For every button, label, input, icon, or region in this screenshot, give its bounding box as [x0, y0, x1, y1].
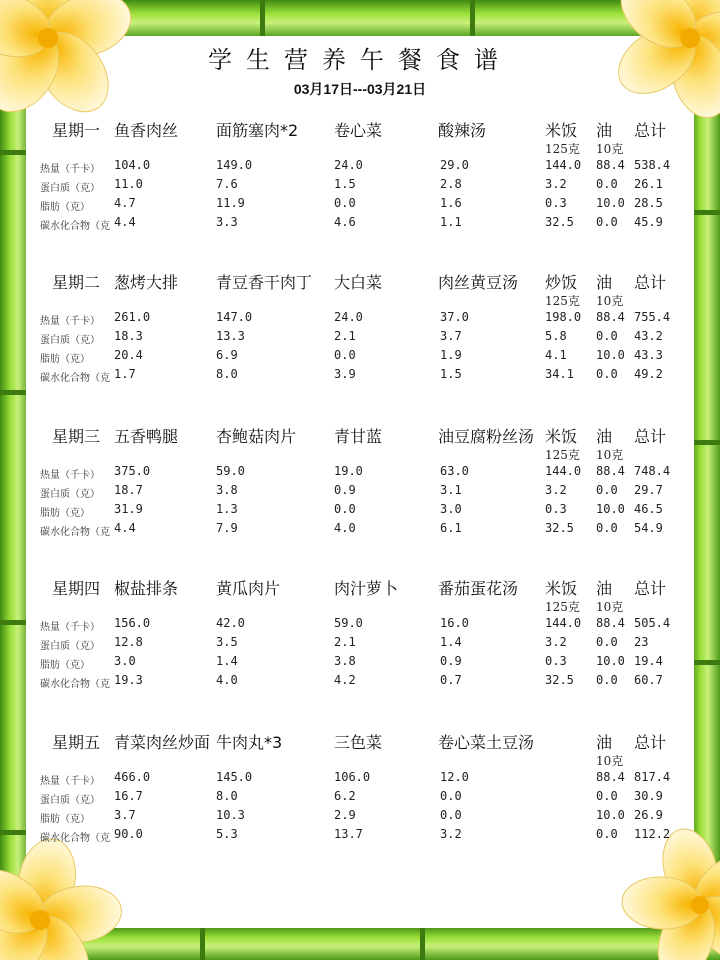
- portion-row: [0, 446, 720, 462]
- dish-name: 卷心菜: [334, 121, 383, 140]
- nutrient-value: 2.9: [334, 808, 356, 822]
- nutrient-label: 脂肪（克）: [40, 508, 90, 519]
- nutrient-label: 脂肪（克）: [40, 354, 90, 365]
- nutrient-value: 0.3: [545, 654, 567, 668]
- nutrition-row: [0, 770, 720, 789]
- nutrition-row: [0, 616, 720, 635]
- nutrient-value: 538.4: [634, 158, 671, 172]
- dish-name: 米饭: [545, 579, 578, 598]
- nutrient-value: 13.7: [334, 827, 363, 841]
- nutrient-value: 4.0: [334, 521, 356, 535]
- nutrition-row: [0, 673, 720, 692]
- nutrient-label: 脂肪（克）: [40, 660, 90, 671]
- nutrient-label: 热量（千卡）: [40, 316, 100, 327]
- nutrient-value: 3.8: [216, 483, 238, 497]
- nutrient-value: 5.8: [545, 329, 567, 343]
- nutrient-value: 4.1: [545, 348, 567, 362]
- dish-name: 酸辣汤: [438, 121, 487, 140]
- nutrient-label: 热量（千卡）: [40, 164, 100, 175]
- day-block: [0, 730, 720, 860]
- nutrient-value: 0.0: [440, 789, 462, 803]
- nutrient-value: 1.7: [114, 367, 136, 381]
- nutrient-value: 0.0: [440, 808, 462, 822]
- nutrient-label: 碳水化合物（克: [40, 373, 110, 384]
- nutrient-value: 3.9: [334, 367, 356, 381]
- nutrient-value: 3.8: [334, 654, 356, 668]
- nutrient-value: 4.7: [114, 196, 136, 210]
- nutrient-value: 817.4: [634, 770, 671, 784]
- dish-name: 米饭: [545, 427, 578, 446]
- nutrition-row: [0, 177, 720, 196]
- nutrient-value: 1.1: [440, 215, 462, 229]
- nutrient-value: 3.1: [440, 483, 462, 497]
- nutrient-value: 19.4: [634, 654, 663, 668]
- nutrient-value: 34.1: [545, 367, 574, 381]
- nutrient-value: 10.3: [216, 808, 245, 822]
- nutrition-row: [0, 215, 720, 234]
- nutrient-value: 4.4: [114, 215, 136, 229]
- nutrition-row: [0, 502, 720, 521]
- nutrient-value: 42.0: [216, 616, 245, 630]
- nutrient-value: 88.4: [596, 616, 625, 630]
- day-block: [0, 118, 720, 248]
- nutrient-value: 0.9: [440, 654, 462, 668]
- nutrient-value: 0.3: [545, 502, 567, 516]
- nutrient-value: 4.2: [334, 673, 356, 687]
- nutrient-value: 0.9: [334, 483, 356, 497]
- nutrient-value: 4.6: [334, 215, 356, 229]
- nutrient-value: 32.5: [545, 521, 574, 535]
- portion-size: 125克: [545, 600, 580, 614]
- nutrient-value: 20.4: [114, 348, 143, 362]
- dish-name: 青菜肉丝炒面: [114, 733, 211, 752]
- nutrient-value: 505.4: [634, 616, 671, 630]
- portion-size: 10克: [596, 448, 624, 462]
- dish-name: 肉丝黄豆汤: [438, 273, 519, 292]
- page-title: 学生营养午餐食谱: [208, 46, 512, 74]
- portion-row: [0, 140, 720, 156]
- nutrient-value: 37.0: [440, 310, 469, 324]
- dish-name: 油: [596, 579, 613, 598]
- nutrient-value: 0.0: [596, 329, 618, 343]
- nutrition-row: [0, 521, 720, 540]
- weekday-label: 星期二: [52, 273, 101, 292]
- nutrient-value: 3.0: [114, 654, 136, 668]
- nutrient-value: 23: [634, 635, 649, 649]
- nutrient-value: 8.0: [216, 789, 238, 803]
- nutrient-value: 3.3: [216, 215, 238, 229]
- nutrient-value: 144.0: [545, 616, 582, 630]
- nutrient-value: 144.0: [545, 158, 582, 172]
- nutrient-value: 3.7: [114, 808, 136, 822]
- nutrient-value: 145.0: [216, 770, 253, 784]
- nutrient-value: 1.5: [440, 367, 462, 381]
- nutrition-row: [0, 329, 720, 348]
- nutrient-value: 31.9: [114, 502, 143, 516]
- nutrient-value: 11.9: [216, 196, 245, 210]
- dish-name: 五香鸭腿: [114, 427, 179, 446]
- nutrient-label: 脂肪（克）: [40, 814, 90, 825]
- dish-name: 大白菜: [334, 273, 383, 292]
- nutrient-value: 156.0: [114, 616, 151, 630]
- nutrient-value: 3.7: [440, 329, 462, 343]
- nutrient-label: 蛋白质（克）: [40, 335, 100, 346]
- nutrient-value: 10.0: [596, 196, 625, 210]
- nutrient-label: 热量（千卡）: [40, 622, 100, 633]
- nutrient-value: 0.0: [334, 196, 356, 210]
- nutrient-label: 蛋白质（克）: [40, 489, 100, 500]
- nutrient-label: 热量（千卡）: [40, 776, 100, 787]
- nutrient-value: 88.4: [596, 158, 625, 172]
- dish-row: [0, 424, 720, 446]
- nutrient-value: 2.8: [440, 177, 462, 191]
- nutrient-value: 26.9: [634, 808, 663, 822]
- nutrition-row: [0, 348, 720, 367]
- portion-row: [0, 292, 720, 308]
- nutrient-value: 0.0: [596, 177, 618, 191]
- nutrient-value: 10.0: [596, 654, 625, 668]
- nutrient-value: 0.0: [596, 521, 618, 535]
- nutrient-value: 6.1: [440, 521, 462, 535]
- nutrient-value: 755.4: [634, 310, 671, 324]
- nutrition-row: [0, 310, 720, 329]
- nutrient-value: 0.0: [596, 673, 618, 687]
- nutrient-value: 63.0: [440, 464, 469, 478]
- nutrient-value: 29.7: [634, 483, 663, 497]
- nutrient-value: 29.0: [440, 158, 469, 172]
- portion-size: 125克: [545, 448, 580, 462]
- dish-name: 总计: [634, 733, 667, 752]
- nutrient-value: 104.0: [114, 158, 151, 172]
- nutrient-value: 49.2: [634, 367, 663, 381]
- nutrient-value: 0.3: [545, 196, 567, 210]
- date-range: 03月17日---03月21日: [293, 81, 427, 97]
- nutrient-value: 6.9: [216, 348, 238, 362]
- nutrition-row: [0, 483, 720, 502]
- nutrient-label: 碳水化合物（克: [40, 679, 110, 690]
- nutrient-value: 90.0: [114, 827, 143, 841]
- portion-size: 10克: [596, 142, 624, 156]
- nutrition-row: [0, 367, 720, 386]
- weekday-label: 星期一: [52, 121, 101, 140]
- nutrient-value: 43.3: [634, 348, 663, 362]
- nutrient-value: 0.0: [334, 348, 356, 362]
- nutrient-value: 24.0: [334, 158, 363, 172]
- nutrient-value: 3.2: [545, 177, 567, 191]
- nutrient-value: 0.0: [596, 827, 618, 841]
- portion-size: 10克: [596, 294, 624, 308]
- nutrient-value: 198.0: [545, 310, 582, 324]
- nutrient-value: 45.9: [634, 215, 663, 229]
- nutrient-value: 261.0: [114, 310, 151, 324]
- dish-name: 三色菜: [334, 733, 383, 752]
- nutrient-value: 144.0: [545, 464, 582, 478]
- nutrient-value: 3.2: [545, 635, 567, 649]
- dish-row: [0, 270, 720, 292]
- portion-row: [0, 752, 720, 768]
- nutrient-value: 5.3: [216, 827, 238, 841]
- nutrition-row: [0, 158, 720, 177]
- nutrient-value: 2.1: [334, 635, 356, 649]
- nutrient-value: 88.4: [596, 310, 625, 324]
- nutrient-value: 26.1: [634, 177, 663, 191]
- nutrient-value: 1.6: [440, 196, 462, 210]
- nutrient-value: 32.5: [545, 215, 574, 229]
- nutrient-value: 19.3: [114, 673, 143, 687]
- weekday-label: 星期三: [52, 427, 101, 446]
- nutrient-label: 蛋白质（克）: [40, 641, 100, 652]
- nutrient-value: 12.8: [114, 635, 143, 649]
- dish-row: [0, 118, 720, 140]
- nutrient-value: 375.0: [114, 464, 151, 478]
- nutrition-row: [0, 827, 720, 846]
- dish-name: 炒饭: [545, 273, 578, 292]
- nutrition-row: [0, 654, 720, 673]
- nutrition-row: [0, 808, 720, 827]
- dish-name: 葱烤大排: [114, 273, 179, 292]
- nutrient-value: 0.0: [596, 215, 618, 229]
- nutrient-value: 16.0: [440, 616, 469, 630]
- dish-name: 番茄蛋花汤: [438, 579, 519, 598]
- nutrient-value: 59.0: [334, 616, 363, 630]
- nutrient-label: 热量（千卡）: [40, 470, 100, 481]
- nutrient-value: 11.0: [114, 177, 143, 191]
- nutrient-value: 28.5: [634, 196, 663, 210]
- dish-name: 牛肉丸*3: [216, 733, 283, 752]
- nutrient-label: 碳水化合物（克: [40, 527, 110, 538]
- nutrient-label: 蛋白质（克）: [40, 183, 100, 194]
- nutrient-value: 24.0: [334, 310, 363, 324]
- portion-size: 125克: [545, 142, 580, 156]
- nutrient-value: 466.0: [114, 770, 151, 784]
- dish-name: 油: [596, 733, 613, 752]
- dish-name: 杏鲍菇肉片: [216, 427, 297, 446]
- nutrition-row: [0, 789, 720, 808]
- weekday-label: 星期四: [52, 579, 101, 598]
- day-block: [0, 270, 720, 400]
- nutrient-value: 19.0: [334, 464, 363, 478]
- nutrient-value: 0.0: [596, 367, 618, 381]
- nutrient-value: 1.9: [440, 348, 462, 362]
- weekday-label: 星期五: [52, 733, 101, 752]
- nutrient-value: 1.5: [334, 177, 356, 191]
- dish-name: 青甘蓝: [334, 427, 383, 446]
- nutrient-value: 3.5: [216, 635, 238, 649]
- nutrient-value: 0.0: [596, 483, 618, 497]
- dish-name: 肉汁萝卜: [334, 579, 399, 598]
- nutrient-value: 106.0: [334, 770, 371, 784]
- nutrient-value: 88.4: [596, 464, 625, 478]
- nutrient-value: 10.0: [596, 348, 625, 362]
- dish-name: 油: [596, 121, 613, 140]
- nutrition-row: [0, 196, 720, 215]
- nutrient-value: 60.7: [634, 673, 663, 687]
- nutrient-value: 8.0: [216, 367, 238, 381]
- nutrient-label: 蛋白质（克）: [40, 795, 100, 806]
- nutrient-value: 18.3: [114, 329, 143, 343]
- nutrient-value: 1.3: [216, 502, 238, 516]
- day-block: [0, 424, 720, 554]
- nutrient-value: 748.4: [634, 464, 671, 478]
- nutrient-value: 2.1: [334, 329, 356, 343]
- nutrient-value: 7.9: [216, 521, 238, 535]
- dish-name: 黄瓜肉片: [216, 579, 281, 598]
- nutrient-value: 1.4: [216, 654, 238, 668]
- nutrition-row: [0, 635, 720, 654]
- nutrient-value: 0.0: [596, 789, 618, 803]
- nutrient-value: 30.9: [634, 789, 663, 803]
- nutrient-value: 18.7: [114, 483, 143, 497]
- nutrient-value: 3.0: [440, 502, 462, 516]
- dish-name: 总计: [634, 579, 667, 598]
- nutrient-value: 6.2: [334, 789, 356, 803]
- nutrient-value: 4.4: [114, 521, 136, 535]
- dish-name: 卷心菜土豆汤: [438, 733, 535, 752]
- nutrient-value: 149.0: [216, 158, 253, 172]
- nutrient-value: 4.0: [216, 673, 238, 687]
- nutrient-label: 碳水化合物（克: [40, 221, 110, 232]
- dish-name: 总计: [634, 273, 667, 292]
- nutrient-value: 7.6: [216, 177, 238, 191]
- nutrient-value: 46.5: [634, 502, 663, 516]
- portion-size: 10克: [596, 754, 624, 768]
- nutrient-value: 3.2: [545, 483, 567, 497]
- dish-name: 油豆腐粉丝汤: [438, 427, 535, 446]
- dish-name: 油: [596, 427, 613, 446]
- nutrient-value: 12.0: [440, 770, 469, 784]
- dish-name: 油: [596, 273, 613, 292]
- nutrient-value: 0.7: [440, 673, 462, 687]
- portion-size: 10克: [596, 600, 624, 614]
- dish-name: 青豆香干肉丁: [216, 273, 313, 292]
- portion-size: 125克: [545, 294, 580, 308]
- nutrient-value: 10.0: [596, 502, 625, 516]
- nutrient-value: 0.0: [334, 502, 356, 516]
- dish-row: [0, 576, 720, 598]
- nutrient-value: 59.0: [216, 464, 245, 478]
- dish-name: 总计: [634, 121, 667, 140]
- dish-name: 米饭: [545, 121, 578, 140]
- day-block: [0, 576, 720, 706]
- nutrient-value: 10.0: [596, 808, 625, 822]
- nutrient-value: 54.9: [634, 521, 663, 535]
- nutrient-value: 43.2: [634, 329, 663, 343]
- nutrient-value: 147.0: [216, 310, 253, 324]
- nutrient-value: 112.2: [634, 827, 671, 841]
- dish-name: 面筋塞肉*2: [216, 121, 299, 140]
- nutrition-row: [0, 464, 720, 483]
- nutrient-value: 32.5: [545, 673, 574, 687]
- nutrient-value: 0.0: [596, 635, 618, 649]
- nutrient-label: 脂肪（克）: [40, 202, 90, 213]
- nutrient-value: 88.4: [596, 770, 625, 784]
- nutrient-value: 1.4: [440, 635, 462, 649]
- nutrient-label: 碳水化合物（克: [40, 833, 110, 844]
- portion-row: [0, 598, 720, 614]
- dish-name: 总计: [634, 427, 667, 446]
- dish-name: 椒盐排条: [114, 579, 179, 598]
- nutrient-value: 13.3: [216, 329, 245, 343]
- nutrient-value: 3.2: [440, 827, 462, 841]
- nutrient-value: 16.7: [114, 789, 143, 803]
- dish-row: [0, 730, 720, 752]
- dish-name: 鱼香肉丝: [114, 121, 179, 140]
